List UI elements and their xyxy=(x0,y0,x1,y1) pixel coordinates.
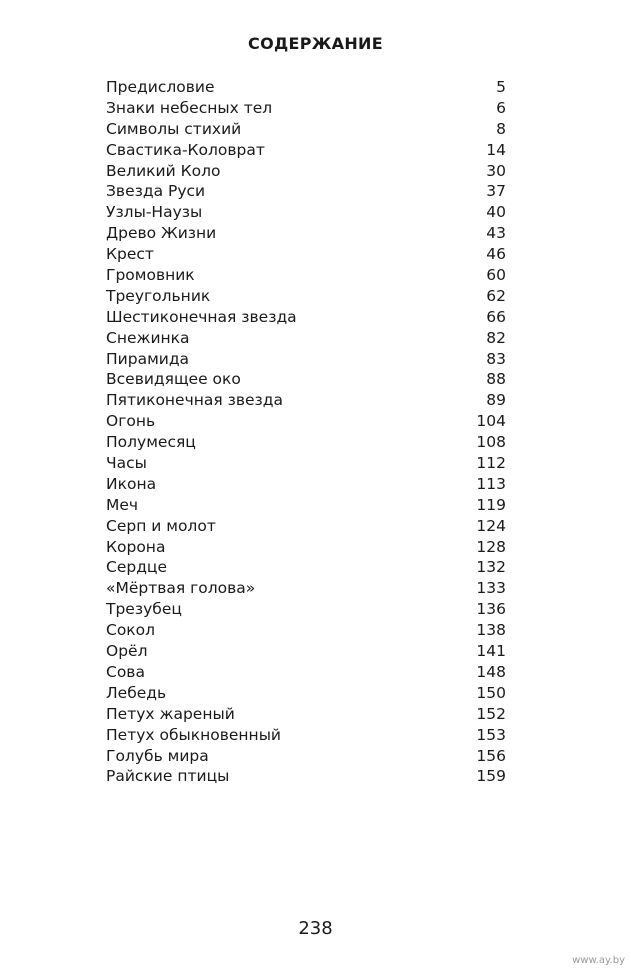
page-title: СОДЕРЖАНИЕ xyxy=(248,34,383,53)
toc-entry-page: 159 xyxy=(476,767,506,786)
toc-entry xyxy=(106,474,506,495)
toc-entry xyxy=(106,453,506,474)
toc-entry-page: 138 xyxy=(476,621,506,640)
toc-entry xyxy=(106,369,506,390)
toc-entry-title: Голубь мира xyxy=(106,746,209,765)
toc-entry-title: Огонь xyxy=(106,412,156,431)
toc-entry-title: Узлы-Наузы xyxy=(106,203,203,222)
toc-entry xyxy=(106,599,506,620)
toc-entry xyxy=(106,704,506,725)
toc-entry-title: Древо Жизни xyxy=(106,224,217,243)
page-number: 238 xyxy=(298,918,333,939)
toc-entry-title: Пирамида xyxy=(106,349,190,368)
toc-entry-page: 82 xyxy=(486,328,506,347)
toc-entry xyxy=(106,77,506,98)
toc-entry-title: Шестиконечная звезда xyxy=(106,307,297,326)
toc-entry-page: 83 xyxy=(486,349,506,368)
toc-entry-page: 141 xyxy=(476,642,506,661)
toc-entry-page: 108 xyxy=(476,433,506,452)
toc-entry-title: Часы xyxy=(106,454,147,473)
toc-entry xyxy=(106,161,506,182)
toc-entry-page: 89 xyxy=(486,391,506,410)
toc-entry xyxy=(106,244,506,265)
toc-entry-page: 104 xyxy=(476,412,506,431)
toc-entry-page: 43 xyxy=(486,224,506,243)
toc-entry-page: 119 xyxy=(476,495,506,514)
toc-entry-page: 40 xyxy=(486,203,506,222)
toc-entry-page: 66 xyxy=(486,307,506,326)
toc-entry-page: 150 xyxy=(476,683,506,702)
toc-entry-page: 113 xyxy=(476,474,506,493)
toc-entry-title: Корона xyxy=(106,537,166,556)
toc-entry-title: Петух обыкновенный xyxy=(106,725,282,744)
toc-entry xyxy=(106,683,506,704)
toc-entry xyxy=(106,495,506,516)
toc-entry xyxy=(106,140,506,161)
toc-entry-page: 133 xyxy=(476,579,506,598)
toc-entry xyxy=(106,766,506,787)
toc-entry-title: Орёл xyxy=(106,642,148,661)
toc-entry-title: Пятиконечная звезда xyxy=(106,391,284,410)
toc-entry-page: 6 xyxy=(496,98,506,117)
toc-entry-page: 156 xyxy=(476,746,506,765)
toc-entry xyxy=(106,307,506,328)
toc-entry xyxy=(106,620,506,641)
toc-entry-page: 46 xyxy=(486,245,506,264)
toc-entry-page: 132 xyxy=(476,558,506,577)
toc-entry-title: Петух жареный xyxy=(106,704,235,723)
toc-entry xyxy=(106,181,506,202)
toc-entry xyxy=(106,746,506,767)
toc-entry xyxy=(106,557,506,578)
toc-entry-page: 128 xyxy=(476,537,506,556)
toc-entry xyxy=(106,98,506,119)
toc-entry xyxy=(106,516,506,537)
toc-entry-title: Звезда Руси xyxy=(106,182,206,201)
toc-entry xyxy=(106,286,506,307)
toc-entry-title: Великий Коло xyxy=(106,161,221,180)
watermark: www.ay.by xyxy=(572,955,625,966)
toc-entry-title: Снежинка xyxy=(106,328,190,347)
toc-entry xyxy=(106,537,506,558)
toc-entry-page: 88 xyxy=(486,370,506,389)
toc-entry-page: 5 xyxy=(496,78,506,96)
toc-entry-title: Свастика-Коловрат xyxy=(106,140,265,159)
toc-entry xyxy=(106,390,506,411)
toc-entry-page: 60 xyxy=(486,266,506,285)
toc-entry-title: Всевидящее око xyxy=(106,370,241,389)
table-of-contents xyxy=(106,77,506,787)
toc-entry-title: Сова xyxy=(106,662,145,681)
toc-entry xyxy=(106,432,506,453)
toc-entry-title: Лебедь xyxy=(106,683,167,702)
toc-entry xyxy=(106,662,506,683)
toc-entry-page: 112 xyxy=(476,454,506,473)
toc-entry-page: 30 xyxy=(486,161,506,180)
toc-entry-title: Меч xyxy=(106,495,139,514)
toc-entry-title: Крест xyxy=(106,245,154,264)
toc-entry-title: Символы стихий xyxy=(106,119,242,138)
toc-entry xyxy=(106,328,506,349)
toc-entry-page: 14 xyxy=(486,140,506,159)
toc-entry-title: Серп и молот xyxy=(106,516,216,535)
toc-entry xyxy=(106,223,506,244)
toc-entry xyxy=(106,578,506,599)
toc-entry-title: Сердце xyxy=(106,558,168,577)
toc-entry xyxy=(106,349,506,370)
toc-entry-page: 37 xyxy=(486,182,506,201)
toc-entry-page: 62 xyxy=(486,286,506,305)
toc-entry-title: Громовник xyxy=(106,266,195,285)
toc-entry-page: 148 xyxy=(476,662,506,681)
toc-entry-page: 136 xyxy=(476,600,506,619)
toc-entry xyxy=(106,202,506,223)
toc-entry-title: «Мёртвая голова» xyxy=(106,579,256,598)
toc-entry-page: 124 xyxy=(476,516,506,535)
toc-entry xyxy=(106,725,506,746)
toc-entry-title: Полумесяц xyxy=(106,433,196,452)
toc-entry-page: 8 xyxy=(496,119,506,138)
toc-entry xyxy=(106,265,506,286)
toc-entry-title: Предисловие xyxy=(106,78,215,96)
toc-entry-title: Икона xyxy=(106,474,157,493)
toc-entry-page: 152 xyxy=(476,704,506,723)
toc-entry-title: Треугольник xyxy=(106,286,211,305)
toc-entry xyxy=(106,641,506,662)
toc-entry xyxy=(106,411,506,432)
toc-entry-title: Знаки небесных тел xyxy=(106,98,273,117)
toc-entry-title: Трезубец xyxy=(106,600,182,619)
toc-entry xyxy=(106,119,506,140)
toc-entry-title: Райские птицы xyxy=(106,767,230,786)
toc-entry-title: Сокол xyxy=(106,621,156,640)
toc-entry-page: 153 xyxy=(476,725,506,744)
